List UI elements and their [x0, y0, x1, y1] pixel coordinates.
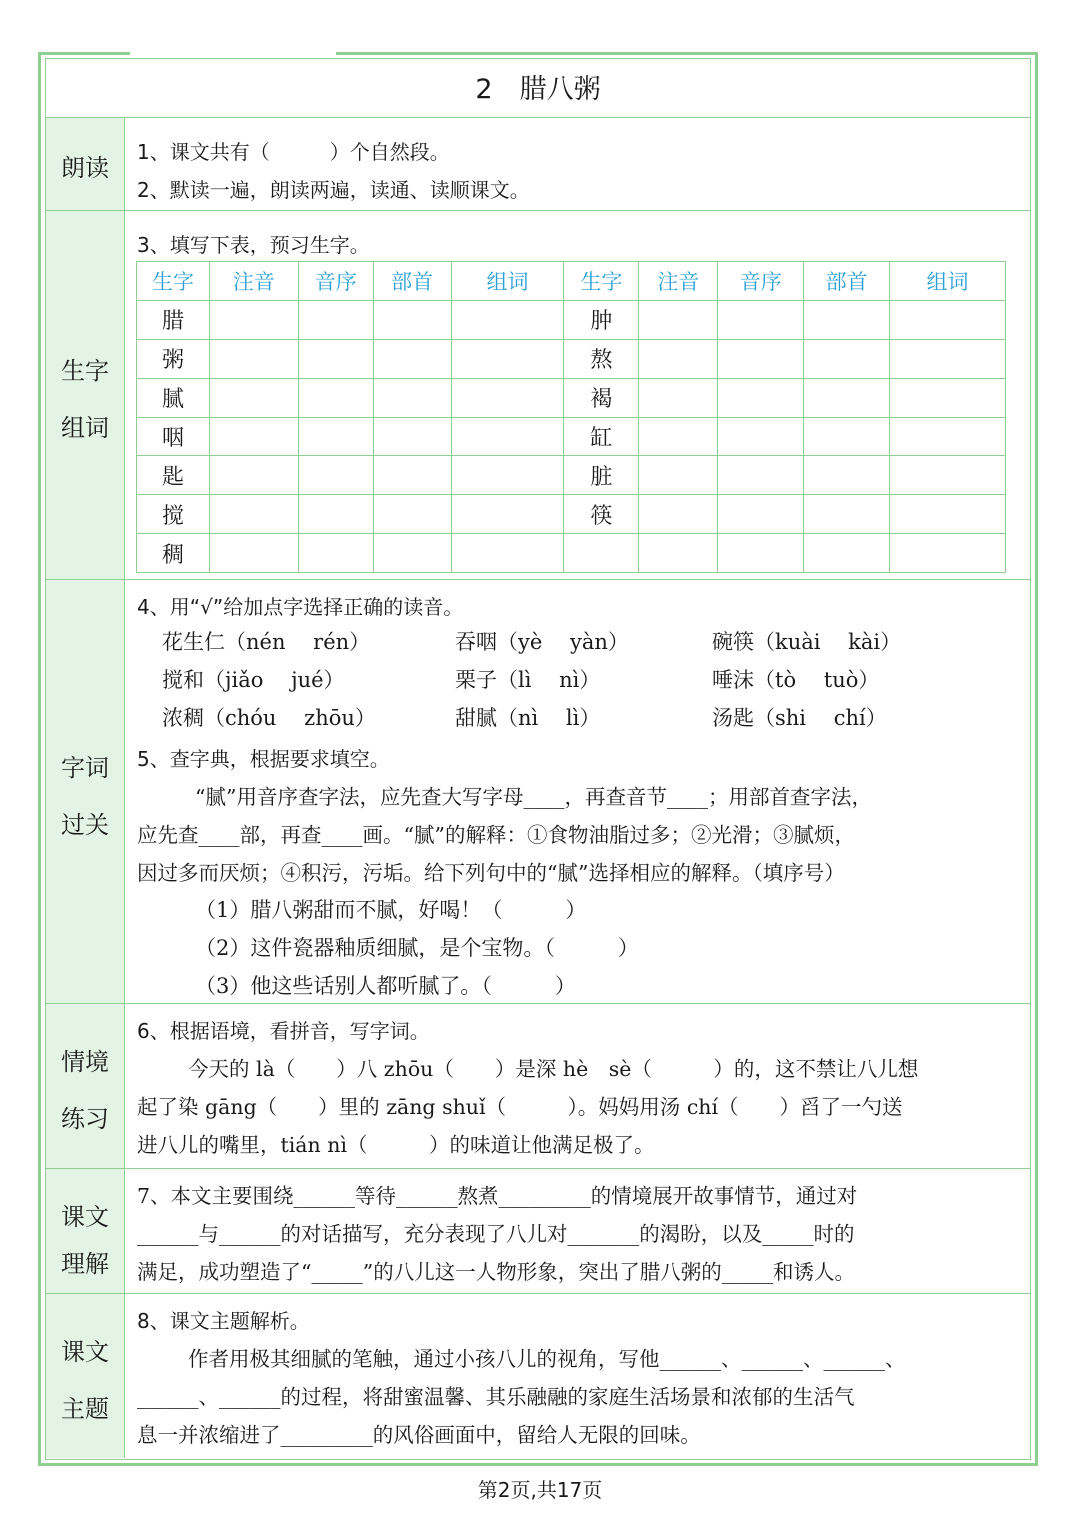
- input-cell[interactable]: [373, 495, 451, 534]
- table-header-row: [137, 262, 1006, 301]
- label-text: 生字: [61, 357, 109, 385]
- input-cell[interactable]: [373, 456, 451, 495]
- table-row: [137, 495, 1006, 534]
- sub-question: （1）腊八粥甜而不腻，好喝！（ ）: [195, 898, 587, 922]
- label-text: 练习: [61, 1105, 109, 1133]
- label-zici: [46, 580, 125, 1003]
- table-row: [137, 301, 1006, 340]
- pinyin-option[interactable]: 栗子（lì nì）: [455, 668, 601, 692]
- input-cell[interactable]: [373, 301, 451, 340]
- input-cell[interactable]: [639, 339, 718, 378]
- question-6: 6、根据语境，看拼音，写字词。: [137, 1019, 430, 1043]
- input-cell[interactable]: [804, 456, 890, 495]
- char-cell: 肿: [564, 301, 639, 340]
- pinyin-option[interactable]: 碗筷（kuài kài）: [712, 630, 902, 654]
- input-cell[interactable]: [639, 495, 718, 534]
- header-cell: 注音: [209, 262, 298, 301]
- char-cell: [564, 534, 639, 573]
- sub-question: （2）这件瓷器釉质细腻，是个宝物。（ ）: [195, 936, 639, 960]
- input-cell[interactable]: [718, 456, 804, 495]
- input-cell[interactable]: [639, 417, 718, 456]
- input-cell[interactable]: [373, 417, 451, 456]
- header-cell: 生字: [564, 262, 639, 301]
- question-2: 2、默读一遍，朗读两遍，读通、读顺课文。: [137, 178, 530, 202]
- char-cell: 匙: [137, 456, 210, 495]
- paragraph-line: 7、本文主要围绕______等待______熬煮_________的情境展开故事情节，通过对: [137, 1184, 858, 1208]
- paragraph-line: 满足，成功塑造了“_____”的八儿这一人物形象，突出了腊八粥的_____和诱人。: [137, 1260, 855, 1284]
- char-cell: 脏: [564, 456, 639, 495]
- input-cell[interactable]: [298, 301, 373, 340]
- pinyin-option[interactable]: 搅和（jiǎo jué）: [162, 668, 345, 692]
- label-shengzi: [46, 211, 125, 579]
- input-cell[interactable]: [373, 534, 451, 573]
- label-langdu: [46, 118, 125, 210]
- question-8: 8、课文主题解析。: [137, 1309, 310, 1333]
- paragraph-line: 作者用极其细腻的笔触，通过小孩八儿的视角，写他______、______、______、: [188, 1347, 906, 1371]
- input-cell[interactable]: [209, 378, 298, 417]
- input-cell[interactable]: [298, 378, 373, 417]
- header-cell: 音序: [298, 262, 373, 301]
- label-text: 过关: [61, 811, 109, 839]
- input-cell[interactable]: [209, 417, 298, 456]
- table-row: [137, 534, 1006, 573]
- input-cell[interactable]: [209, 456, 298, 495]
- label-text: 字词: [61, 754, 109, 782]
- header-cell: 音序: [718, 262, 804, 301]
- input-cell[interactable]: [718, 339, 804, 378]
- input-cell[interactable]: [298, 534, 373, 573]
- paragraph-line: ______、______的过程，将甜蜜温馨、其乐融融的家庭生活场景和浓郁的生活气: [137, 1385, 855, 1409]
- header-cell: 组词: [451, 262, 564, 301]
- table-row: [137, 339, 1006, 378]
- input-cell[interactable]: [890, 534, 1006, 573]
- divider: [46, 1168, 1030, 1169]
- input-cell[interactable]: [804, 417, 890, 456]
- char-cell: 咽: [137, 417, 210, 456]
- char-cell: 腻: [137, 378, 210, 417]
- input-cell[interactable]: [718, 301, 804, 340]
- header-cell: 部首: [804, 262, 890, 301]
- char-cell: 粥: [137, 339, 210, 378]
- char-cell: 熬: [564, 339, 639, 378]
- input-cell[interactable]: [209, 339, 298, 378]
- input-cell[interactable]: [298, 417, 373, 456]
- char-cell: 稠: [137, 534, 210, 573]
- header-cell: 注音: [639, 262, 718, 301]
- label-lijie: [46, 1169, 125, 1293]
- input-cell[interactable]: [451, 495, 564, 534]
- input-cell[interactable]: [298, 495, 373, 534]
- input-cell[interactable]: [209, 534, 298, 573]
- page-title: 2 腊八粥: [475, 74, 601, 105]
- pinyin-option[interactable]: 甜腻（nì lì）: [455, 706, 601, 730]
- question-5: 5、查字典，根据要求填空。: [137, 747, 390, 771]
- input-cell[interactable]: [298, 456, 373, 495]
- input-cell[interactable]: [451, 339, 564, 378]
- label-text: 理解: [61, 1250, 109, 1278]
- pinyin-option[interactable]: 汤匙（shi chí）: [712, 706, 887, 730]
- char-cell: 腊: [137, 301, 210, 340]
- divider: [46, 1293, 1030, 1294]
- input-cell[interactable]: [804, 534, 890, 573]
- input-cell[interactable]: [209, 301, 298, 340]
- input-cell[interactable]: [373, 339, 451, 378]
- char-cell: 褐: [564, 378, 639, 417]
- input-cell[interactable]: [890, 417, 1006, 456]
- paragraph-line: “腻”用音序查字法，应先查大写字母____，再查音节____；用部首查字法，: [195, 785, 872, 809]
- input-cell[interactable]: [298, 339, 373, 378]
- input-cell[interactable]: [718, 417, 804, 456]
- label-text: 课文: [61, 1338, 109, 1366]
- pinyin-option[interactable]: 浓稠（chóu zhōu）: [162, 706, 376, 730]
- divider: [46, 117, 1030, 118]
- paragraph-line: 进八儿的嘴里，tián nì（ ）的味道让他满足极了。: [137, 1133, 655, 1157]
- input-cell[interactable]: [639, 301, 718, 340]
- divider: [46, 210, 1030, 211]
- paragraph-line: 因过多而厌烦；④积污，污垢。给下列句中的“腻”选择相应的解释。（填序号）: [137, 861, 845, 885]
- label-qingjing: [46, 1004, 125, 1168]
- label-text: 主题: [61, 1395, 109, 1423]
- input-cell[interactable]: [718, 495, 804, 534]
- paragraph-line: 息一并浓缩进了_________的风俗画面中，留给人无限的回味。: [137, 1423, 701, 1447]
- input-cell[interactable]: [890, 378, 1006, 417]
- pinyin-option[interactable]: 吞咽（yè yàn）: [455, 630, 629, 654]
- label-text: 组词: [61, 414, 109, 442]
- question-1: 1、课文共有（ ）个自然段。: [137, 140, 450, 164]
- char-cell: 缸: [564, 417, 639, 456]
- input-cell[interactable]: [451, 378, 564, 417]
- input-cell[interactable]: [451, 301, 564, 340]
- input-cell[interactable]: [451, 417, 564, 456]
- input-cell[interactable]: [718, 378, 804, 417]
- input-cell[interactable]: [209, 495, 298, 534]
- paragraph-line: ______与______的对话描写，充分表现了八儿对_______的渴盼，以及_____时的: [137, 1222, 855, 1246]
- input-cell[interactable]: [890, 495, 1006, 534]
- input-cell[interactable]: [718, 534, 804, 573]
- input-cell[interactable]: [804, 339, 890, 378]
- input-cell[interactable]: [804, 495, 890, 534]
- header-cell: 组词: [890, 262, 1006, 301]
- input-cell[interactable]: [639, 378, 718, 417]
- pinyin-option[interactable]: 唾沫（tò tuò）: [712, 668, 880, 692]
- paragraph-line: 应先查____部，再查____画。“腻”的解释：①食物油脂过多；②光滑；③腻烦，: [137, 823, 855, 847]
- table-row: [137, 378, 1006, 417]
- label-text: 情境: [61, 1048, 109, 1076]
- input-cell[interactable]: [639, 534, 718, 573]
- character-table: [136, 261, 1006, 573]
- input-cell[interactable]: [804, 301, 890, 340]
- char-cell: 筷: [564, 495, 639, 534]
- page-footer: 第2页,共17页: [477, 1478, 603, 1502]
- input-cell[interactable]: [804, 378, 890, 417]
- input-cell[interactable]: [890, 339, 1006, 378]
- question-4: 4、用“√”给加点字选择正确的读音。: [137, 595, 464, 619]
- input-cell[interactable]: [639, 456, 718, 495]
- divider: [46, 579, 1030, 580]
- paragraph-line: 起了染 gāng（ ）里的 zāng shuǐ（ ）。妈妈用汤 chí（ ）舀了一勺送: [137, 1095, 903, 1119]
- label-text: 朗读: [61, 154, 109, 182]
- input-cell[interactable]: [451, 456, 564, 495]
- pinyin-option[interactable]: 花生仁（nén rén）: [162, 630, 371, 654]
- sub-question: （3）他这些话别人都听腻了。（ ）: [195, 974, 576, 998]
- header-cell: 部首: [373, 262, 451, 301]
- table-row: [137, 456, 1006, 495]
- input-cell[interactable]: [890, 456, 1006, 495]
- paragraph-line: 今天的 là（ ）八 zhōu（ ）是深 hè sè（ ）的，这不禁让八儿想: [188, 1057, 919, 1081]
- input-cell[interactable]: [373, 378, 451, 417]
- label-text: 课文: [61, 1203, 109, 1231]
- char-cell: 搅: [137, 495, 210, 534]
- divider: [46, 1003, 1030, 1004]
- label-zhuti: [46, 1294, 125, 1458]
- table-row: [137, 417, 1006, 456]
- header-cell: 生字: [137, 262, 210, 301]
- question-3: 3、填写下表，预习生字。: [137, 233, 370, 257]
- input-cell[interactable]: [451, 534, 564, 573]
- input-cell[interactable]: [890, 301, 1006, 340]
